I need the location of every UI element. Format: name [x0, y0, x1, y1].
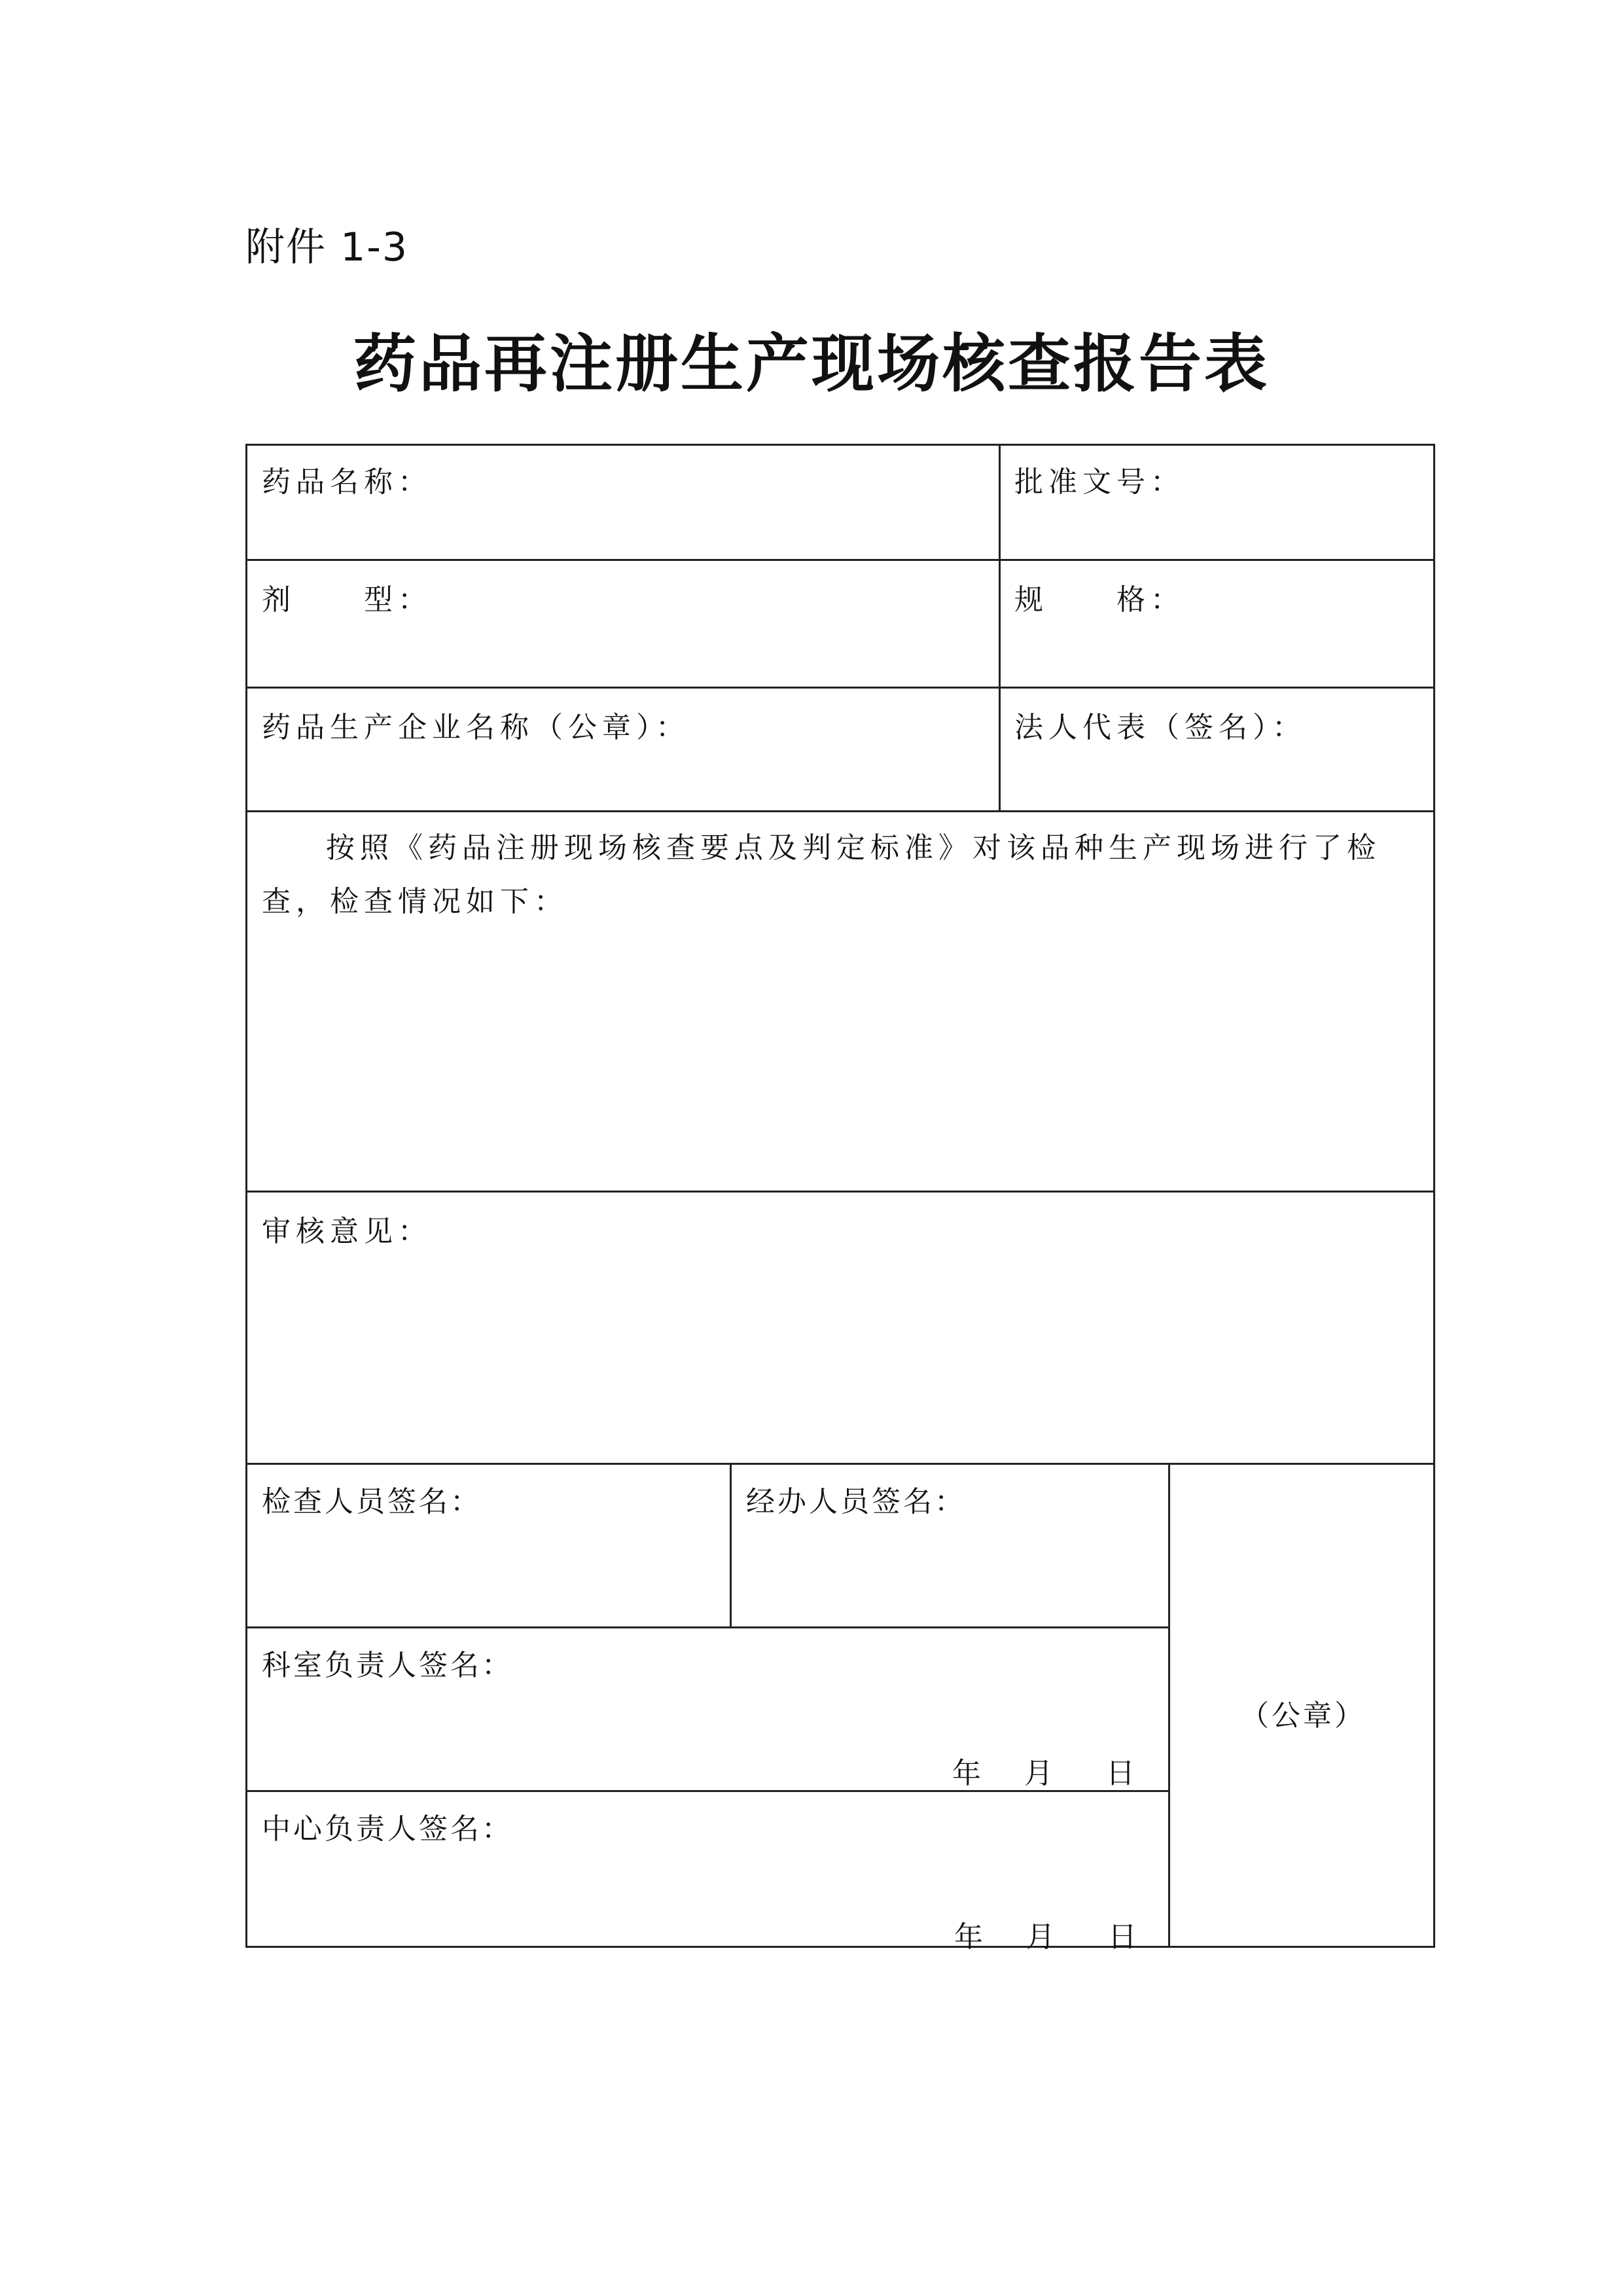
row-divider-2 [245, 687, 1435, 689]
dosage-form-field[interactable]: 剂 型： [262, 583, 432, 617]
section-head-signature-field[interactable]: 科室负责人签名： [262, 1649, 513, 1682]
manufacturer-field[interactable]: 药品生产企业名称（公章）： [262, 711, 690, 744]
approval-number-field[interactable]: 批准文号： [1014, 465, 1185, 499]
column-divider-signatures [730, 1463, 732, 1628]
row-divider-6 [245, 1626, 1169, 1628]
attachment-label: 附件 1-3 [245, 224, 409, 270]
column-divider-top [999, 444, 1001, 811]
legal-representative-field[interactable]: 法人代表（签名）： [1014, 711, 1306, 744]
date-month: 月 [1024, 1757, 1053, 1790]
specification-field[interactable]: 规 格： [1014, 583, 1185, 617]
date-month: 月 [1026, 1920, 1055, 1954]
inspector-signature-field[interactable]: 检查人员签名： [262, 1485, 482, 1518]
center-head-signature-field[interactable]: 中心负责人签名： [262, 1812, 513, 1846]
row-divider-4 [245, 1191, 1435, 1193]
form-title: 药品再注册生产现场核查报告表 [353, 327, 1270, 401]
official-seal-label: （公章） [1240, 1699, 1366, 1732]
drug-name-field[interactable]: 药品名称： [262, 465, 432, 499]
review-opinion-field[interactable]: 审核意见： [262, 1215, 432, 1248]
column-divider-seal [1168, 1463, 1170, 1948]
row-divider-1 [245, 559, 1435, 561]
row-divider-3 [245, 810, 1435, 812]
row-divider-5 [245, 1463, 1435, 1465]
date-day: 日 [1106, 1757, 1135, 1790]
date-year: 年 [954, 1920, 983, 1954]
handler-signature-field[interactable]: 经办人员签名： [746, 1485, 966, 1518]
date-year: 年 [952, 1757, 981, 1790]
inspection-description[interactable]: 按照《药品注册现场核查要点及判定标准》对该品种生产现场进行了检查，检查情况如下： [262, 831, 1381, 918]
date-day: 日 [1108, 1920, 1137, 1954]
